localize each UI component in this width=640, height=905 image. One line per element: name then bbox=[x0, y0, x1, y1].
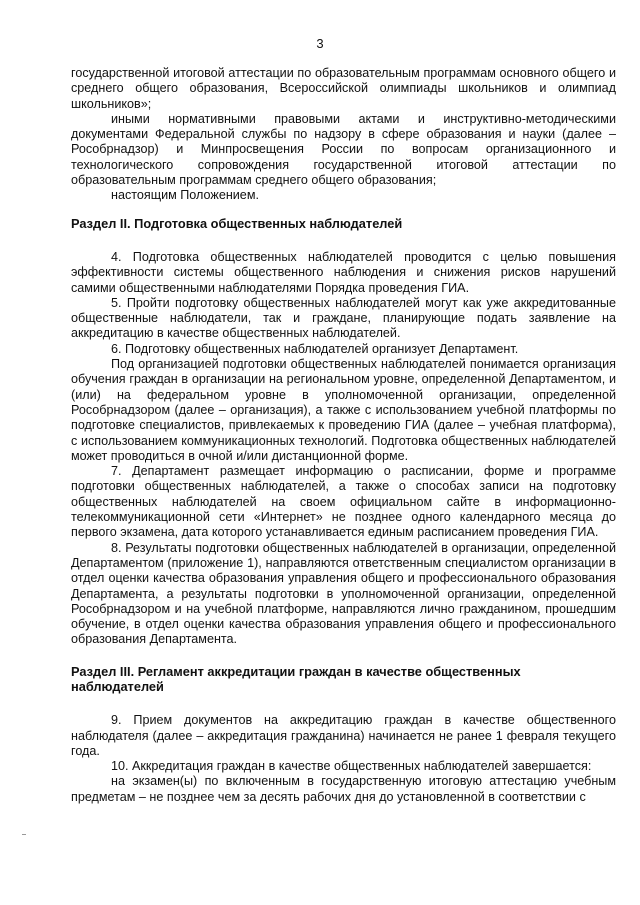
scan-margin-mark bbox=[22, 834, 26, 835]
paragraph-4: 4. Подготовка общественных наблюдателей проводится с целью повышения эффективности системы общественного наблюдения и снижения рисков нарушений самими общественными наблюдателями Порядка проведения ГИА. bbox=[71, 249, 616, 295]
paragraph-7: 7. Департамент размещает информацию о расписании, форме и программе подготовки общественных наблюдателей, а также о способах записи на подготовку общественных наблюдателей на своем официальном сайте в информационно-телекоммуникационной сети «Интернет» не позднее одного календарного месяца до первого экзамена, дата которого устанавливается единым расписанием проведения ГИА. bbox=[71, 464, 616, 540]
paragraph-9: 9. Прием документов на аккредитацию граждан в качестве общественного наблюдателя (далее – аккредитация гражданина) начинается не ранее 1 февраля текущего года. bbox=[71, 713, 616, 758]
document-body bbox=[71, 66, 616, 805]
paragraph-10: 10. Аккредитация граждан в качестве общественных наблюдателей завершается: bbox=[111, 759, 592, 774]
section-3-heading-line-1: Раздел III. Регламент аккредитации граждан в качестве общественных bbox=[71, 663, 521, 679]
section-2-heading: Раздел II. Подготовка общественных наблюдателей bbox=[71, 215, 403, 231]
paragraph-6-detail: Под организацией подготовки общественных наблюдателей понимается организация обучения граждан в организации на региональном уровне, определенной Департаментом, и (или) на федеральном уровне в уполномоченной организации, определенной Рособрнадзором (далее – организация), а также с использованием учебной платформы по подготовке специалистов, привлекаемых к проведению ГИА (далее – учебная платформа), с использованием коммуникационных технологий. Подготовка общественных наблюдателей может проводиться в очной и/или дистанционной форме. bbox=[71, 357, 616, 463]
intro-paragraph-1: государственной итоговой аттестации по образовательным программам основного общего и среднего общего образования, Всероссийской олимпиады школьников и олимпиад школьников»; bbox=[71, 66, 616, 111]
paragraph-8: 8. Результаты подготовки общественных наблюдателей в организации, определенной Департаментом (приложение 1), направляются ответственным специалистом организации в отдел оценки качества образования управления общего и профессионального образования Департамента, а результаты подготовки в уполномоченной организации, определенной Рособрнадзором и на учебной платформе, направляются лично гражданином, прошедшим обучение, в отдел оценки качества образования управления общего и профессионального образования Департамента. bbox=[71, 540, 616, 647]
paragraph-10-item: на экзамен(ы) по включенным в государственную итоговую аттестацию учебным предметам – не позднее чем за десять рабочих дня до установленной в соответствии с bbox=[71, 774, 616, 804]
page-number: 3 bbox=[316, 36, 324, 51]
intro-paragraph-3: настоящим Положением. bbox=[111, 188, 259, 203]
section-3-heading-line-2: наблюдателей bbox=[71, 678, 164, 694]
paragraph-6: 6. Подготовку общественных наблюдателей организует Департамент. bbox=[111, 341, 519, 356]
intro-paragraph-2: иными нормативными правовыми актами и инструктивно-методическими документами Федеральной службы по надзору в сфере образования и науки (далее – Рособрнадзор) и Минпросвещения России по вопросам организационного и технологического сопровождения государственной итоговой аттестации по образовательным программам среднего общего образования; bbox=[71, 111, 616, 188]
paragraph-5: 5. Пройти подготовку общественных наблюдателей могут как уже аккредитованные общественные наблюдатели, так и граждане, планирующие подать заявление на аккредитацию в качестве общественных наблюдателей. bbox=[71, 295, 616, 341]
